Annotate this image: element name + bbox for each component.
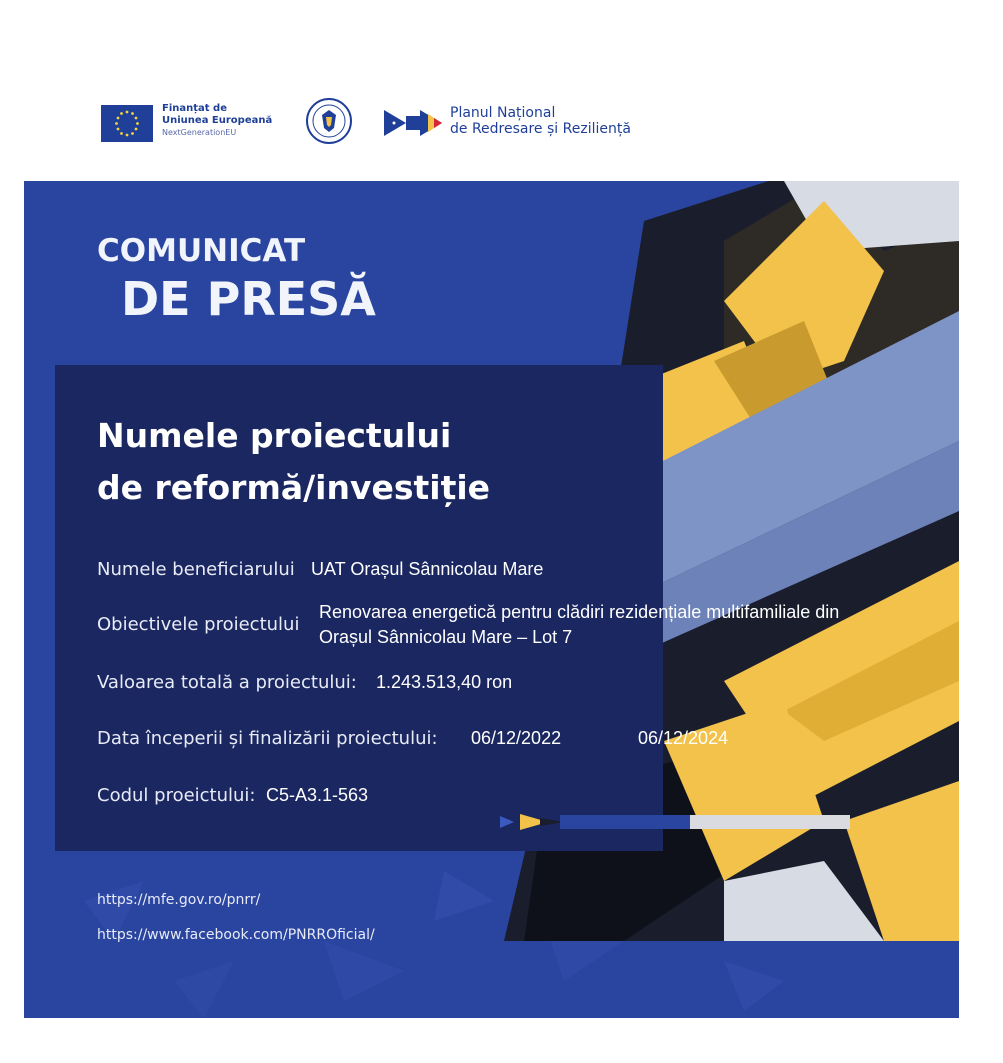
total-value: 1.243.513,40 ron <box>376 672 513 692</box>
objectives-line-1: Renovarea energetică pentru clădiri rezidențiale multifamiliale din <box>319 602 840 622</box>
objectives-label: Obiectivele proiectului <box>97 614 300 635</box>
project-code-value: C5-A3.1-563 <box>266 785 369 805</box>
project-name-line-1: Numele proiectului <box>97 416 452 455</box>
objectives-line-2: Orașul Sânnicolau Mare – Lot 7 <box>319 627 573 647</box>
pnrr-line-1: Planul Național <box>450 105 556 121</box>
pnrr-line-2: de Redresare și Reziliență <box>450 121 631 137</box>
eu-funding-text <box>162 103 292 139</box>
dates-label: Data începerii și finalizării proiectului: <box>97 728 438 749</box>
pnrr-logo-icon <box>384 108 446 138</box>
header-bar <box>0 0 1003 180</box>
pnrr-text <box>450 105 631 137</box>
eu-flag-icon <box>101 105 153 142</box>
project-name-line-2: de reformă/investiție <box>97 468 491 507</box>
facebook-link[interactable]: https://www.facebook.com/PNRROficial/ <box>97 927 375 943</box>
beneficiary-value: UAT Orașul Sânnicolau Mare <box>311 559 544 579</box>
eu-line-3: NextGenerationEU <box>162 128 237 137</box>
project-name-heading <box>97 410 657 514</box>
press-release-title-line-2: DE PRESĂ <box>121 272 376 326</box>
start-date: 06/12/2022 <box>471 728 562 748</box>
project-code-label: Codul proeictului: <box>97 785 256 806</box>
beneficiary-label: Numele beneficiarului <box>97 559 295 580</box>
eu-line-2: Uniunea Europeană <box>162 115 273 126</box>
total-value-label: Valoarea totală a proiectului: <box>97 672 357 693</box>
decorative-progress-bar <box>500 812 850 832</box>
eu-line-1: Finanțat de <box>162 103 227 114</box>
press-release-title-line-1: COMUNICAT <box>97 233 306 269</box>
romanian-government-seal-icon <box>306 98 352 144</box>
website-link[interactable]: https://mfe.gov.ro/pnrr/ <box>97 892 261 908</box>
end-date: 06/12/2024 <box>638 728 729 748</box>
